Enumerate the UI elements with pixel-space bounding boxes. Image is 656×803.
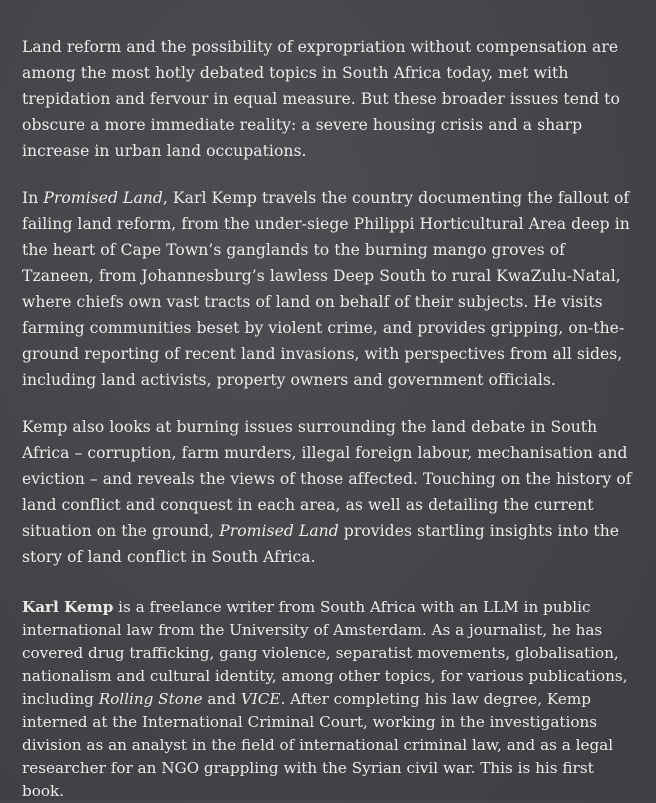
blurb-paragraph-3-end: provides startling insights into the story of land conflict in South Africa. [22,522,620,566]
author-bio-and: and [202,690,241,708]
book-title: Promised Land [43,189,163,207]
blurb-paragraph-1 [22,34,636,164]
blurb-paragraph-1-text: Land reform and the possibility of expropriation without compensation are among the most hotly debated topics in South Africa today, met with trepidation and fervour in equal measure. But these broader issues tend to obscure a more immediate reality: a severe housing crisis and a sharp increase in urban land occupations. [22,38,620,160]
author-bio-text-2: . After completing his law degree, Kemp interned at the International Criminal Court, working in the investigations division as an analyst in the field of international criminal law, and as a legal researcher for an NGO grappling with the Syrian civil war. This is his first book. [22,690,614,800]
blurb-paragraph-3 [22,414,636,570]
blurb-paragraph-2-prefix: In [22,189,44,207]
book-title: Promised Land [219,522,339,540]
author-bio-paragraph [22,596,636,803]
author-name: Karl Kemp [22,598,114,616]
author-bio-text-1: is a freelance writer from South Africa with an LLM in public international law from the University of Amsterdam. As a journalist, he has covered drug trafficking, gang violence, separatist movements, globalisation, nationalism and cultural identity, among other topics, for various publications, including [22,598,628,708]
book-blurb [22,34,636,570]
blurb-paragraph-2-text: , Karl Kemp travels the country documenting the fallout of failing land reform, from the under-siege Philippi Horticultural Area deep in the heart of Cape Town’s ganglands to the burning mango groves of Tzaneen, from Johannesburg’s lawless Deep South to rural KwaZulu-Natal, where chiefs own vast tracts of land on behalf of their subjects. He visits farming communities beset by violent crime, and provides gripping, on-the-ground reporting of recent land invasions, with perspectives from all sides, including land activists, property owners and government officials. [22,189,630,389]
author-bio [22,596,636,803]
publication-rolling-stone: Rolling Stone [98,690,203,708]
blurb-paragraph-2 [22,185,636,393]
blurb-paragraph-3-start: Kemp also looks at burning issues surrounding the land debate in South Africa – corruption, farm murders, illegal foreign labour, mechanisation and eviction – and reveals the views of those affected. Touching on the history of land conflict and conquest in each area, as well as detailing the current situation on the ground, [22,418,632,540]
publication-vice: VICE [240,690,281,708]
